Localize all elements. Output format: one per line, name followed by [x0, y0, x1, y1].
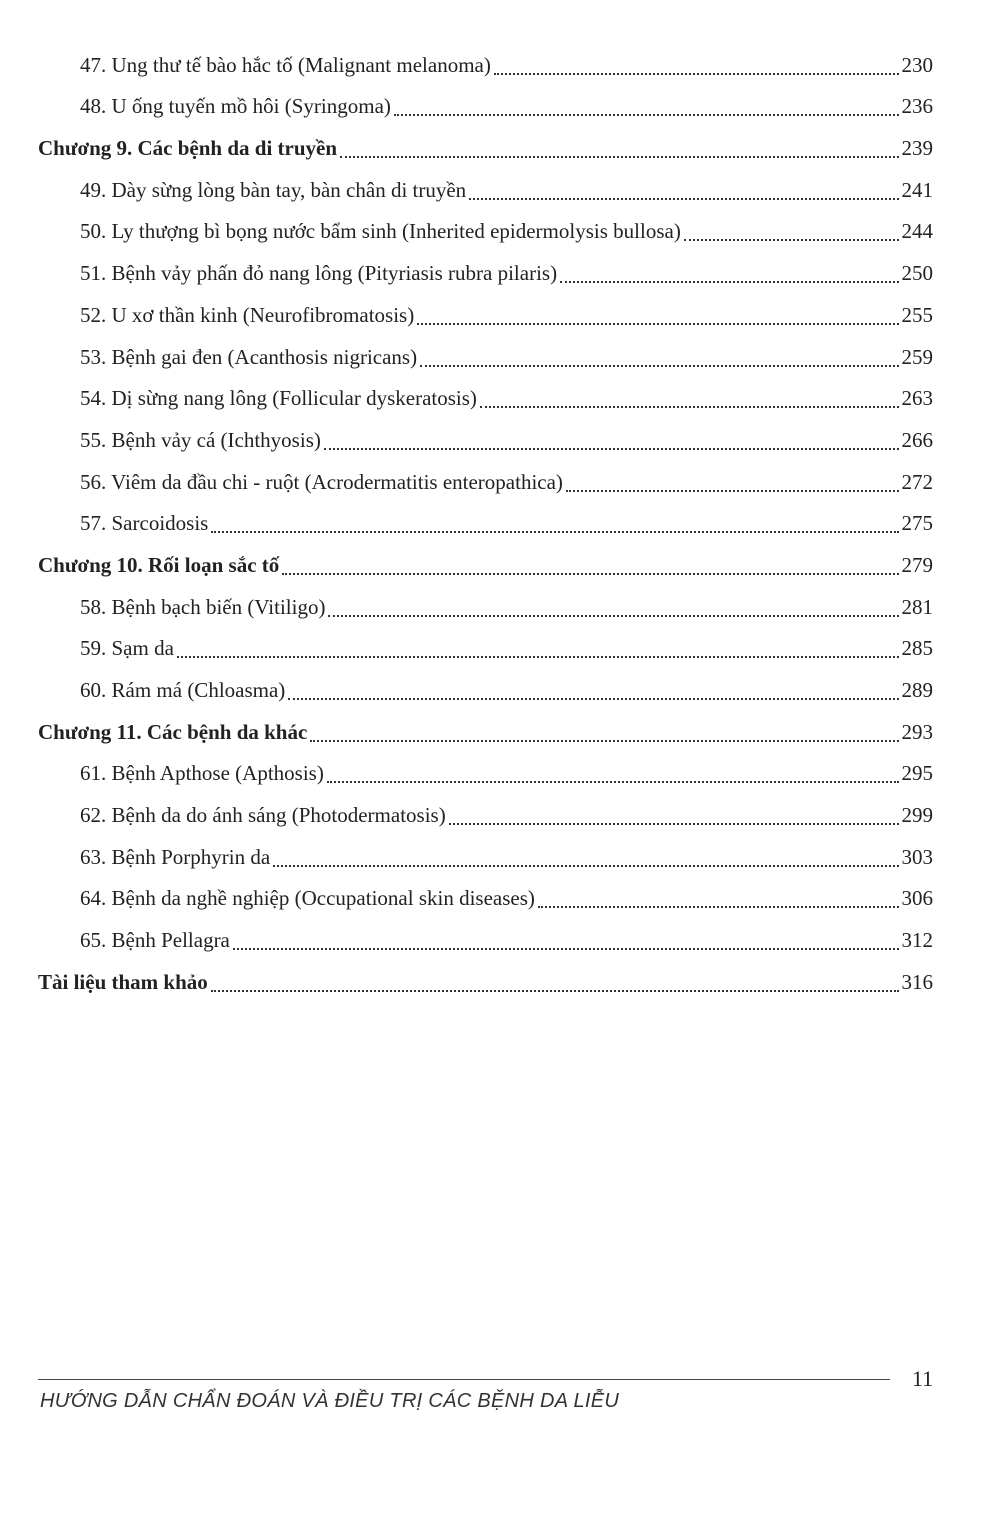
- toc-entry-title: 64. Bệnh da nghề nghiệp (Occupational skin diseases): [80, 886, 535, 911]
- toc-entry: [0, 80, 989, 122]
- toc-chapter-title: Tài liệu tham khảo: [38, 969, 208, 994]
- toc-entry-page: 241: [901, 177, 933, 202]
- toc-entry-title: 51. Bệnh vảy phấn đỏ nang lông (Pityriasis rubra pilaris): [80, 261, 558, 286]
- toc-chapter: [0, 121, 989, 163]
- toc-entry: [0, 622, 989, 664]
- toc-entry: [0, 497, 989, 539]
- toc-entry-title: 47. Ung thư tế bào hắc tố (Malignant melanoma): [80, 52, 491, 77]
- toc-entry-page: 272: [901, 469, 933, 494]
- leader-dots: [394, 94, 899, 116]
- toc-chapter-page: 279: [901, 552, 933, 577]
- table-of-contents: [0, 38, 989, 997]
- toc-entry-page: 281: [901, 594, 933, 619]
- leader-dots: [469, 178, 898, 200]
- leader-dots: [324, 428, 899, 450]
- toc-entry-title: 58. Bệnh bạch biến (Vitiligo): [80, 594, 326, 619]
- toc-entry-page: 275: [901, 511, 933, 536]
- toc-entry-title: 49. Dày sừng lòng bàn tay, bàn chân di truyền: [80, 177, 467, 202]
- toc-entry-page: 306: [901, 886, 933, 911]
- toc-chapter-page: 316: [901, 969, 933, 994]
- leader-dots: [420, 345, 898, 367]
- leader-dots: [684, 219, 899, 241]
- leader-dots: [538, 886, 899, 908]
- toc-entry-page: 244: [901, 219, 933, 244]
- toc-entry-title: 50. Ly thượng bì bọng nước bẩm sinh (Inherited epidermolysis bullosa): [80, 219, 681, 244]
- toc-entry-title: 57. Sarcoidosis: [80, 511, 209, 536]
- toc-entry: [0, 872, 989, 914]
- leader-dots: [449, 803, 899, 825]
- toc-chapter-title: Chương 10. Rối loạn sắc tố: [38, 552, 280, 577]
- toc-chapter: [0, 538, 989, 580]
- page-number: 11: [912, 1366, 934, 1391]
- leader-dots: [273, 845, 898, 867]
- toc-entry-title: 56. Viêm da đầu chi - ruột (Acrodermatitis enteropathica): [80, 469, 563, 494]
- leader-dots: [566, 470, 899, 492]
- toc-entry-page: 230: [901, 52, 933, 77]
- leader-dots: [340, 136, 898, 158]
- toc-entry-title: 53. Bệnh gai đen (Acanthosis nigricans): [80, 344, 418, 369]
- leader-dots: [310, 720, 898, 742]
- toc-entry-page: 299: [901, 803, 933, 828]
- leader-dots: [560, 261, 898, 283]
- toc-entry-title: 52. U xơ thần kinh (Neurofibromatosis): [80, 302, 415, 327]
- leader-dots: [328, 595, 898, 617]
- leader-dots: [480, 386, 899, 408]
- toc-chapter-title: Chương 11. Các bệnh da khác: [38, 719, 308, 744]
- toc-entry-page: 312: [901, 928, 933, 953]
- toc-entry-page: 259: [901, 344, 933, 369]
- toc-entry: [0, 205, 989, 247]
- toc-entry-page: 255: [901, 302, 933, 327]
- toc-entry: [0, 455, 989, 497]
- toc-entry: [0, 788, 989, 830]
- toc-chapter-page: 293: [901, 719, 933, 744]
- toc-entry-page: 285: [901, 636, 933, 661]
- toc-entry: [0, 246, 989, 288]
- toc-entry: [0, 288, 989, 330]
- toc-chapter-title: Chương 9. Các bệnh da di truyền: [38, 136, 338, 161]
- toc-chapter: [0, 955, 989, 997]
- toc-entry-title: 63. Bệnh Porphyrin da: [80, 844, 271, 869]
- toc-entry-title: 54. Dị sừng nang lông (Follicular dyskeratosis): [80, 386, 477, 411]
- toc-entry-title: 65. Bệnh Pellagra: [80, 928, 230, 953]
- leader-dots: [211, 970, 899, 992]
- toc-entry: [0, 747, 989, 789]
- leader-dots: [417, 303, 898, 325]
- leader-dots: [282, 553, 898, 575]
- toc-entry: [0, 830, 989, 872]
- leader-dots: [327, 761, 899, 783]
- toc-chapter: [0, 705, 989, 747]
- leader-dots: [233, 928, 899, 950]
- toc-entry-title: 60. Rám má (Chloasma): [80, 678, 286, 702]
- footer-rule: [38, 1379, 890, 1380]
- leader-dots: [211, 511, 898, 533]
- toc-entry: [0, 580, 989, 622]
- leader-dots: [288, 678, 898, 700]
- toc-entry-title: 48. U ống tuyến mồ hôi (Syringoma): [80, 94, 391, 119]
- toc-entry-page: 250: [901, 261, 933, 286]
- toc-entry: [0, 913, 989, 955]
- toc-entry: [0, 330, 989, 372]
- toc-entry: [0, 372, 989, 414]
- toc-chapter-page: 239: [901, 136, 933, 161]
- toc-entry-title: 62. Bệnh da do ánh sáng (Photodermatosis): [80, 803, 446, 828]
- toc-entry-title: 55. Bệnh vảy cá (Ichthyosis): [80, 427, 321, 452]
- toc-entry-page: 236: [901, 94, 933, 119]
- toc-entry-page: 303: [901, 844, 933, 869]
- toc-entry-page: 289: [901, 678, 933, 702]
- toc-entry-page: 295: [901, 761, 933, 786]
- toc-entry: [0, 163, 989, 205]
- toc-entry: [0, 413, 989, 455]
- toc-entry-page: 266: [901, 427, 933, 452]
- toc-entry-title: 61. Bệnh Apthose (Apthosis): [80, 761, 324, 786]
- running-title: HƯỚNG DẪN CHẨN ĐOÁN VÀ ĐIỀU TRỊ CÁC BỆNH DA LIỄU: [40, 1390, 620, 1412]
- toc-entry: [0, 38, 989, 80]
- toc-entry-title: 59. Sạm da: [80, 636, 174, 661]
- leader-dots: [494, 53, 899, 75]
- toc-entry-page: 263: [901, 386, 933, 411]
- leader-dots: [177, 636, 899, 658]
- toc-entry: [0, 663, 989, 705]
